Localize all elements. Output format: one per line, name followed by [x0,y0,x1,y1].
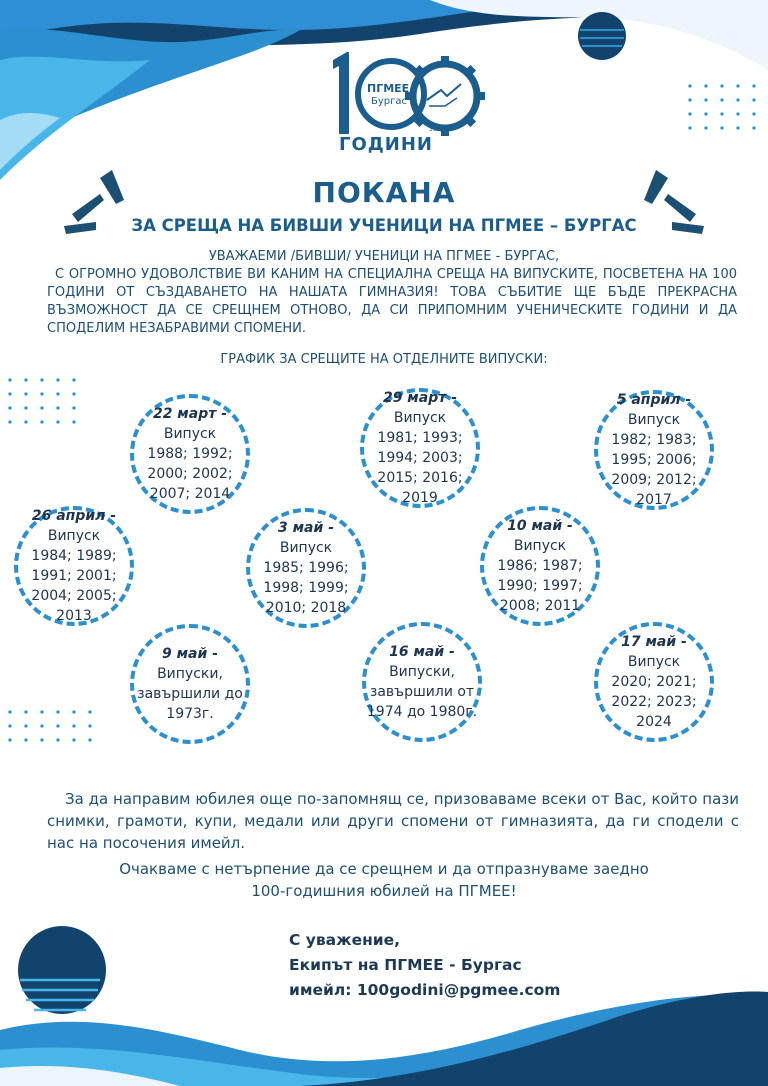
logo-city: Бургас [371,96,408,107]
intro-paragraph: С ОГРОМНО УДОВОЛСТВИЕ ВИ КАНИМ НА СПЕЦИАЛНА СРЕЩА НА ВИПУСКИТЕ, ПОСВЕТЕНА НА 100 ГОДИНИ ОТ СЪЗДАВАНЕТО НА НАШАТА ГИМНАЗИЯ! ТОВА СЪБИТИЕ ЩЕ БЪДЕ ПРЕКРАСНА ВЪЗМОЖНОСТ ДА СЕ СРЕЩНЕМ ОТНОВО, ДА СИ ПРИПОМНИМ УЧЕНИЧЕСКИТЕ ГОДИНИ И ДА СПОДЕЛИМ НЕЗАБРАВИМИ СПОМЕНИ. [47,267,737,336]
meeting-classes: Випуск 2020; 2021; 2022; 2023; 2024 [611,654,697,730]
invitation-title: ПОКАНА [312,176,456,209]
closing-text [0,858,768,902]
meeting-circle [246,508,366,628]
meeting-circle [362,622,482,742]
closing-line-2: 100-годишния юбилей на ПГМЕЕ! [251,882,517,900]
meeting-classes: Випуск 1988; 1992; 2000; 2002; 2007; 2014 [147,426,233,502]
meeting-classes: Випуски, завършили до 1973г. [137,666,243,722]
meeting-circle [594,390,714,510]
school-logo [325,50,485,160]
meeting-classes: Випуск 1985; 1996; 1998; 1999; 2010; 2018 [263,540,349,616]
meeting-date: 9 май - [162,646,218,662]
logo-school-name: ПГМЕЕ [367,82,410,95]
meeting-date: 17 май - [621,634,687,650]
signature-block [289,928,560,1003]
invitation-subtitle: ЗА СРЕЩА НА БИВШИ УЧЕНИЦИ НА ПГМЕЕ – БУРГАС [131,216,637,235]
meeting-date: 16 май - [389,644,455,660]
meeting-circle [130,394,250,514]
meeting-date: 3 май - [278,520,334,536]
closing-line-1: Очакваме с нетърпение да се срещнем и да отпразнуваме заедно [119,860,649,878]
schedule-heading: ГРАФИК ЗА СРЕЩИТЕ НА ОТДЕЛНИТЕ ВИПУСКИ: [220,352,548,367]
meeting-date: 22 март - [152,406,228,422]
meeting-classes: Випуски, завършили от 1974 до 1980г. [366,664,478,720]
meeting-circle [130,624,250,744]
meeting-classes: Випуск 1982; 1983; 1995; 2006; 2009; 2012; 2017 [611,412,697,508]
meeting-circle [14,506,134,626]
greeting-text: УВАЖАЕМИ /БИВШИ/ УЧЕНИЦИ НА ПГМЕЕ - БУРГАС, [208,249,560,264]
meeting-date: 10 май - [507,518,573,534]
meeting-circle [480,506,600,626]
signature-team: Екипът на ПГМЕЕ - Бургас [289,956,522,974]
meeting-date: 26 април - [31,508,117,524]
meeting-circle [594,622,714,742]
appeal-paragraph: За да направим юбилея още по-запомнящ се, призоваваме всеки от Вас, който пази снимки, грамоти, купи, медали или други спомени от гимназията, да ги сподели с нас на посочения имейл. [47,790,739,852]
logo-years-label: ГОДИНИ [339,134,433,155]
signature-email[interactable]: имейл: 100godini@pgmee.com [289,981,561,999]
meeting-circle [360,388,480,508]
signature-greeting: С уважение, [289,931,401,949]
meeting-classes: Випуск 1986; 1987; 1990; 1997; 2008; 2011 [497,538,583,614]
meeting-date: 5 април - [616,392,692,408]
logo-year: 1925 [429,126,445,133]
meeting-date: 29 март - [382,390,458,406]
meeting-classes: Випуск 1981; 1993; 1994; 2003; 2015; 2016; 2019 [377,410,463,506]
meeting-classes: Випуск 1984; 1989; 1991; 2001; 2004; 2005; 2013 [31,528,117,624]
